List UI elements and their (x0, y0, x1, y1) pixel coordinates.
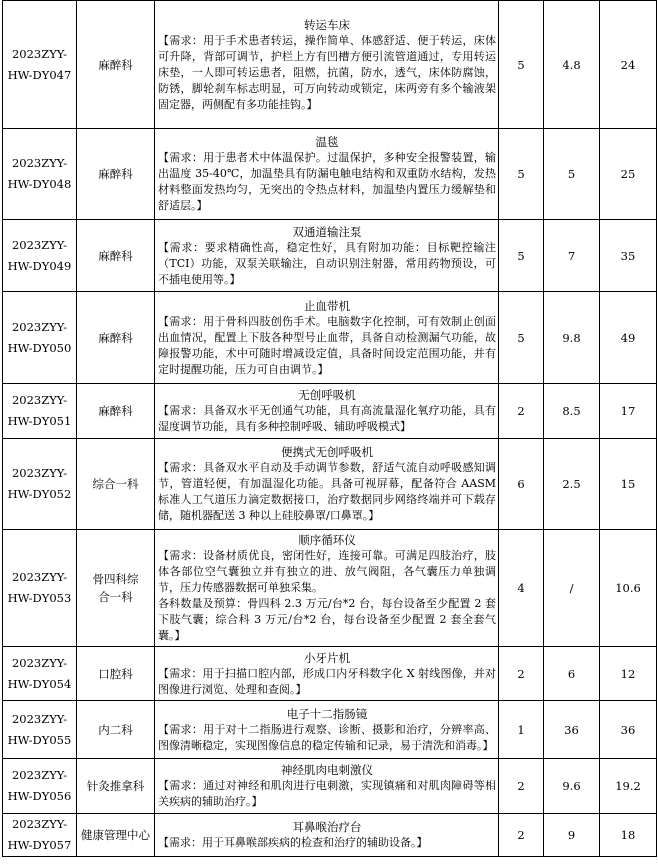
quantity: 5 (499, 220, 544, 292)
total-budget: 10.6 (600, 530, 657, 647)
quantity: 5 (499, 1, 544, 129)
item-description (155, 439, 499, 530)
unit-price: 4.8 (544, 1, 600, 129)
requirement-text: 【需求：用于骨科四肢创伤手术。电脑数字化控制，可有效制止创面出血情况，配置上下肢各种型号止血带，具备自动检测漏气功能，故障报警功能，术中可随时增减设定值，具备时间设定范围功能，并有定时提醒功能，压力可自由调节。】 (158, 314, 496, 376)
product-name: 便携式无创呼吸机 (281, 445, 373, 459)
quantity: 6 (499, 439, 544, 530)
item-description (155, 759, 499, 814)
quantity: 1 (499, 701, 544, 759)
total-budget: 49 (600, 292, 657, 384)
department: 麻醉科 (77, 129, 155, 220)
item-description (155, 220, 499, 292)
item-description (155, 530, 499, 647)
requirement-text: 【需求：用于耳鼻喉部疾病的检查和治疗的辅助设备。】 (158, 836, 428, 849)
unit-price: 9.8 (544, 292, 600, 384)
quantity: 2 (499, 384, 544, 439)
unit-price: 36 (544, 701, 600, 759)
department: 麻醉科 (77, 292, 155, 384)
requirement-text: 【需求：设备材质优良，密闭性好，连接可靠。可满足四肢治疗，肢体各部位空气囊独立并有独立的进、放气阀阻，各气囊压力单独调节，压力传感器数据可单独采集。 各科数量及预算：骨四科 2.3 万元/台*2 台，每台设备至少配置 2 套下肢气囊；综合科 3 万元/台*2 台，每台设备至少配置 2 套全套气囊。】 (158, 549, 496, 642)
product-name: 小牙片机 (304, 650, 350, 665)
requirement-text: 【需求：具备双水平无创通气功能，具有高流量湿化氧疗功能，具有湿度调节功能，具有多种控制呼吸、辅助呼吸模式】 (158, 404, 496, 433)
item-description (155, 701, 499, 759)
item-code: 2023ZYY-HW-DY049 (3, 220, 77, 292)
department: 综合一科 (77, 439, 155, 530)
item-description (155, 814, 499, 857)
item-code: 2023ZYY-HW-DY056 (3, 759, 77, 814)
quantity: 5 (499, 129, 544, 220)
quantity: 5 (499, 292, 544, 384)
table-row (3, 701, 657, 759)
unit-price: 6 (544, 647, 600, 701)
product-name: 温毯 (315, 135, 339, 149)
requirement-text: 【需求：要求精确性高，稳定性好，具有附加功能：目标靶控输注（TCI）功能，双泵关联输注，自动识别注射器，常用药物预设，可不插电使用等。】 (158, 240, 496, 286)
requirement-text: 【需求：用于对十二指肠进行观察、诊断、摄影和治疗，分辨率高、图像清晰稳定，实现图像信息的稳定传输和记录，易于清洗和消毒。】 (158, 722, 496, 752)
item-code: 2023ZYY-HW-DY052 (3, 439, 77, 530)
total-budget: 19.2 (600, 759, 657, 814)
item-code: 2023ZYY-HW-DY053 (3, 530, 77, 647)
unit-price: 7 (544, 220, 600, 292)
total-budget: 24 (600, 1, 657, 129)
table-row (3, 814, 657, 857)
total-budget: 17 (600, 384, 657, 439)
total-budget: 25 (600, 129, 657, 220)
item-code: 2023ZYY-HW-DY051 (3, 384, 77, 439)
item-code: 2023ZYY-HW-DY054 (3, 647, 77, 701)
total-budget: 35 (600, 220, 657, 292)
item-code: 2023ZYY-HW-DY055 (3, 701, 77, 759)
product-name: 转运车床 (304, 17, 350, 32)
unit-price: 9 (544, 814, 600, 857)
item-description (155, 384, 499, 439)
requirement-text: 【需求：用于扫描口腔内部，形成口内牙科数字化 X 射线图像，并对图像进行浏览、处理和查阅。】 (158, 666, 496, 696)
total-budget: 15 (600, 439, 657, 530)
table-row (3, 220, 657, 292)
quantity: 2 (499, 759, 544, 814)
item-code: 2023ZYY-HW-DY048 (3, 129, 77, 220)
unit-price: 8.5 (544, 384, 600, 439)
requirement-text: 【需求：用于患者术中体温保护。过温保护，多种安全报警装置，输出温度 35-40℃，加温垫具有防漏电触电结构和双重防水结构，发热材料整面发热均匀，无突出的令热点材料，加温垫内置压力缓解垫和舒适层。】 (158, 151, 496, 212)
quantity: 2 (499, 647, 544, 701)
product-name: 电子十二指肠镜 (286, 706, 368, 721)
table-row (3, 759, 657, 814)
product-name: 无创呼吸机 (298, 388, 356, 402)
equipment-table (2, 0, 657, 857)
department: 麻醉科 (77, 384, 155, 439)
total-budget: 18 (600, 814, 657, 857)
product-name: 双通道输注泵 (292, 224, 362, 239)
department: 骨四科综合一科 (77, 530, 155, 647)
department: 内二科 (77, 701, 155, 759)
item-description (155, 647, 499, 701)
item-code: 2023ZYY-HW-DY050 (3, 292, 77, 384)
total-budget: 36 (600, 701, 657, 759)
department: 口腔科 (77, 647, 155, 701)
quantity: 2 (499, 814, 544, 857)
total-budget: 12 (600, 647, 657, 701)
unit-price: / (544, 530, 600, 647)
department: 麻醉科 (77, 220, 155, 292)
item-description (155, 129, 499, 220)
unit-price: 2.5 (544, 439, 600, 530)
requirement-text: 【需求：用于手术患者转运，操作简单、体感舒适、便于转运，床体可升降，背部可调节，护栏上方有凹槽方便引流管道通过，专用转运床垫，一人即可转运患者，阻燃，抗菌，防水，透气，床体防腐蚀，防锈，脚轮刹车标志明显，可万向转动或锁定，床两旁有多个输液架固定器，两侧配有多功能挂钩。】 (158, 33, 496, 111)
unit-price: 5 (544, 129, 600, 220)
item-code: 2023ZYY-HW-DY047 (3, 1, 77, 129)
product-name: 神经肌肉电刺激仪 (281, 763, 373, 777)
department: 针灸推拿科 (77, 759, 155, 814)
item-code: 2023ZYY-HW-DY057 (3, 814, 77, 857)
table-row (3, 439, 657, 530)
department: 麻醉科 (77, 1, 155, 129)
department: 健康管理中心 (77, 814, 155, 857)
product-name: 止血带机 (304, 298, 350, 313)
table-row (3, 129, 657, 220)
product-name: 耳鼻喉治疗台 (292, 820, 362, 834)
quantity: 4 (499, 530, 544, 647)
table-row (3, 384, 657, 439)
table-row (3, 292, 657, 384)
product-name: 顺序循环仪 (298, 533, 356, 547)
table-row (3, 530, 657, 647)
item-description (155, 292, 499, 384)
table-row (3, 647, 657, 701)
requirement-text: 【需求：具备双水平自动及手动调节参数，舒适气流自动呼吸感知调节，管道轻便，有加温湿化功能。具备可视屏幕，配备符合 AASM 标准人工气道压力滴定数据接口，治疗数据同步网络终端并可下载存储，随机器配送 3 种以上硅胶鼻罩/口鼻罩。】 (158, 461, 496, 522)
item-description (155, 1, 499, 129)
unit-price: 9.6 (544, 759, 600, 814)
table-row (3, 1, 657, 129)
requirement-text: 【需求：通过对神经和肌肉进行电刺激，实现镇痛和对肌肉障碍等相关疾病的辅助治疗。】 (158, 779, 496, 808)
